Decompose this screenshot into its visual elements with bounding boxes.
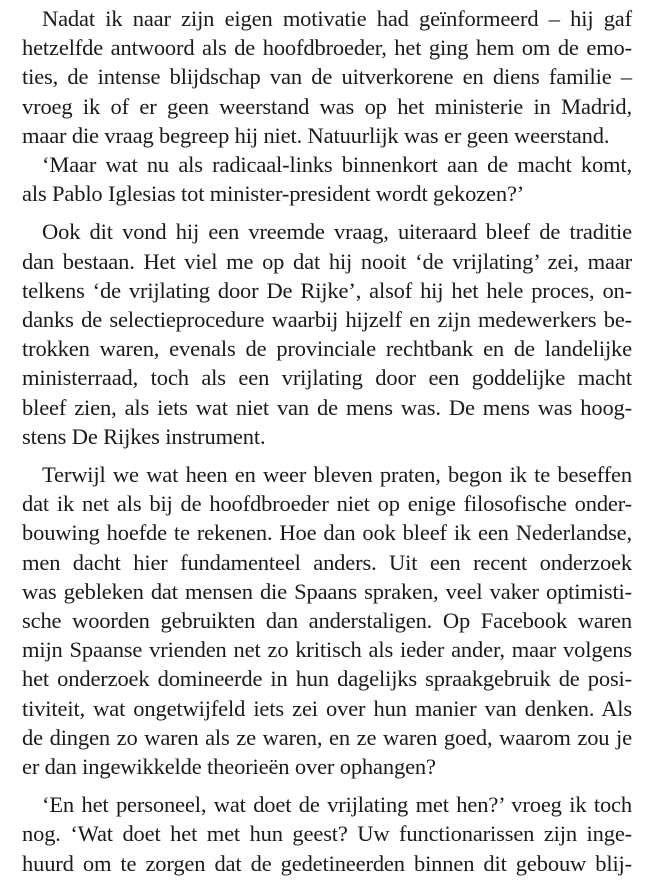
text-line: stens De Rijkes instrument. bbox=[22, 423, 266, 449]
text-line: dat ik net als bij de hoofdbroeder niet op enige filosofische onder- bbox=[22, 491, 632, 517]
text-line: als Pablo Iglesias tot minister-president wordt gekozen?’ bbox=[22, 181, 525, 207]
text-line: Ook dit vond hij een vreemde vraag, uiteraard bleef de traditie bbox=[42, 219, 632, 245]
text-line: Terwijl we wat heen en weer bleven praten, begon ik te beseffen bbox=[42, 462, 632, 488]
text-line: vroeg ik of er geen weerstand was op het ministerie in Madrid, bbox=[22, 93, 632, 119]
text-line: er dan ingewikkelde theorieën over ophangen? bbox=[22, 754, 436, 780]
text-line: maar die vraag begreep hij niet. Natuurlijk was er geen weerstand. bbox=[22, 122, 610, 148]
text-line: dan bestaan. Het viel me op dat hij nooit ‘de vrijlating’ zei, maar bbox=[22, 248, 632, 274]
text-line: bouwing hoefde te rekenen. Hoe dan ook bleef ik een Nederlandse, bbox=[22, 520, 632, 546]
text-line: mijn Spaanse vrienden net zo kritisch als ieder ander, maar volgens bbox=[22, 637, 632, 663]
paragraph bbox=[22, 150, 632, 208]
text-line: ties, de intense blijdschap van de uitverkorene en diens familie – bbox=[22, 64, 632, 90]
text-line: Nadat ik naar zijn eigen motivatie had geïnformeerd – hij gaf bbox=[42, 6, 632, 31]
text-line: nog. ‘Wat doet het met hun geest? Uw functionarissen zijn inge- bbox=[22, 821, 632, 847]
text-line: ‘Maar wat nu als radicaal-links binnenkort aan de macht komt, bbox=[42, 152, 632, 178]
text-line: huurd om te zorgen dat de gedetineerden binnen dit gebouw blij- bbox=[22, 850, 632, 876]
text-line: het onderzoek domineerde in hun dagelijks spraakgebruik de posi- bbox=[22, 666, 632, 692]
text-line: telkens ‘de vrijlating door De Rijke’, alsof hij het hele proces, on- bbox=[22, 277, 632, 303]
paragraph bbox=[22, 217, 632, 451]
text-line: tiviteit, wat ongetwijfeld iets zei over hun manier van denken. Als bbox=[22, 695, 632, 721]
paragraph bbox=[22, 460, 632, 781]
text-line: trokken waren, evenals de provinciale rechtbank en de landelijke bbox=[22, 336, 632, 362]
text-line: was gebleken dat mensen die Spaans spraken, veel vaker optimisti- bbox=[22, 578, 632, 604]
text-line: de dingen zo waren als ze waren, en ze waren goed, waarom zou je bbox=[22, 724, 632, 750]
text-line: hetzelfde antwoord als de hoofdbroeder, het ging hem om de emo- bbox=[22, 35, 632, 61]
body-text bbox=[22, 4, 632, 878]
text-line: danks de selectieprocedure waarbij hijzelf en zijn medewerkers be- bbox=[22, 307, 632, 333]
text-line: ‘En het personeel, wat doet de vrijlating met hen?’ vroeg ik toch bbox=[42, 792, 632, 818]
paragraph bbox=[22, 790, 632, 878]
text-line: bleef zien, als iets wat niet van de mens was. De mens was hoog- bbox=[22, 394, 632, 420]
text-line: ministerraad, toch als een vrijlating door een goddelijke macht bbox=[22, 365, 632, 391]
text-line: men dacht hier fundamenteel anders. Uit een recent onderzoek bbox=[22, 549, 632, 575]
text-line: sche woorden gebruikten dan anderstaligen. Op Facebook waren bbox=[22, 608, 632, 634]
paragraph bbox=[22, 4, 632, 150]
